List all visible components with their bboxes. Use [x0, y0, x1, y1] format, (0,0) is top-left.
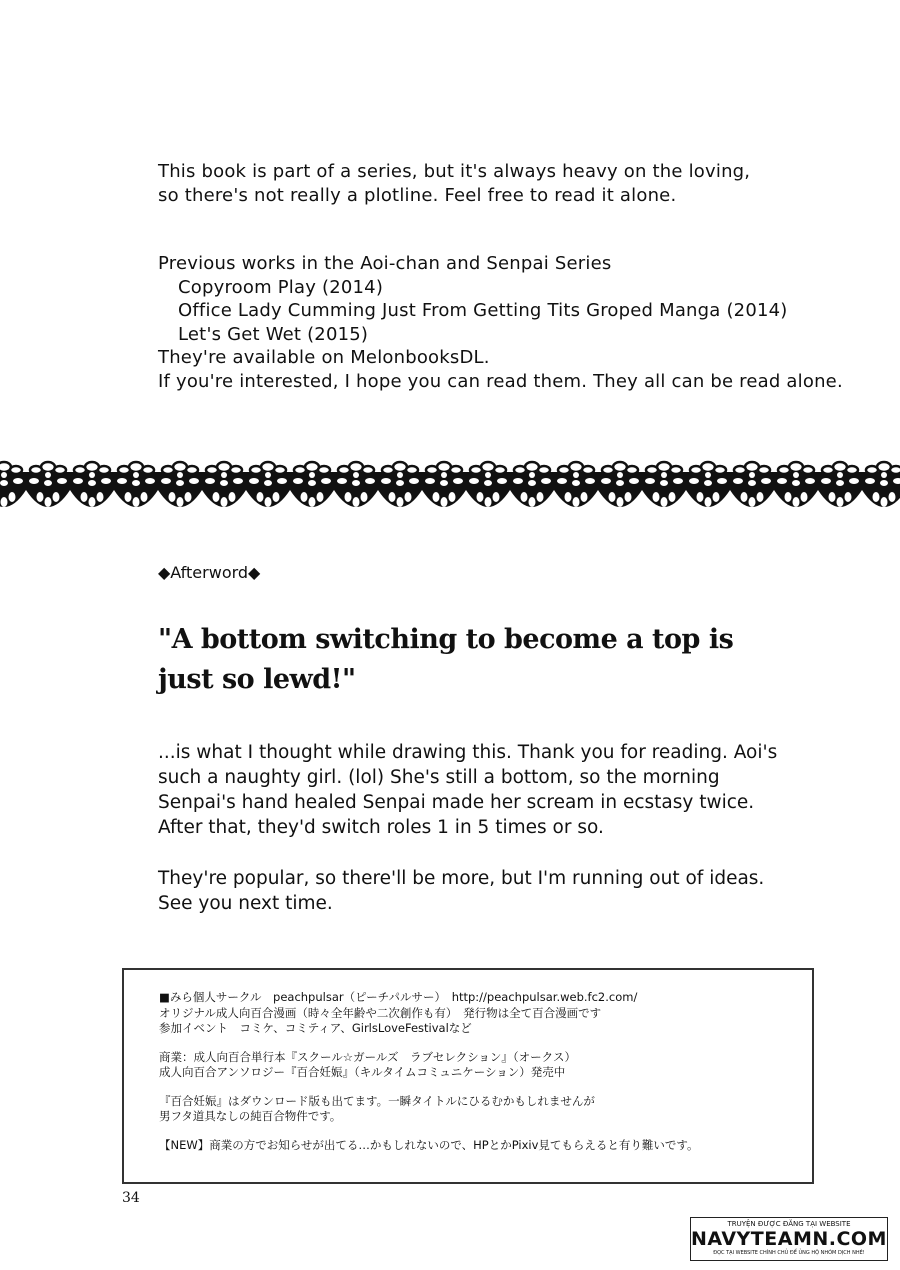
- info-line: 参加イベント コミケ、コミティア、GirlsLoveFestivalなど: [159, 1021, 472, 1035]
- closing-line: See you next time.: [158, 893, 333, 914]
- work-item: Let's Get Wet (2015): [178, 323, 369, 345]
- body-line: After that, they'd switch roles 1 in 5 times or so.: [158, 817, 604, 838]
- watermark-stamp: [690, 1217, 888, 1261]
- download-details: [159, 1094, 812, 1125]
- previous-works: [158, 252, 843, 393]
- lace-divider: [0, 458, 900, 526]
- afterword-body: [158, 740, 777, 840]
- intro-line: This book is part of a series, but it's always heavy on the loving,: [158, 161, 751, 182]
- headline-line: "A bottom switching to become a top is: [158, 624, 734, 655]
- work-item: Copyroom Play (2014): [178, 276, 384, 298]
- info-line: 成人向百合アンソロジー『百合妊娠』（キルタイムコミュニケーション）発売中: [159, 1065, 566, 1079]
- info-line: 【NEW】商業の方でお知らせが出てる…かもしれないので、HPとかPixiv見てもらえると有り難いです。: [159, 1137, 699, 1152]
- interest-note: If you're interested, I hope you can read them. They all can be read alone.: [158, 370, 843, 392]
- afterword-closing: [158, 866, 764, 916]
- work-item: Office Lady Cumming Just From Getting Tits Groped Manga (2014): [178, 300, 788, 321]
- intro-text: [158, 160, 750, 207]
- headline-line: just so lewd!": [158, 664, 356, 695]
- body-line: Senpai's hand healed Senpai made her scream in ecstasy twice.: [158, 792, 755, 813]
- info-line: 男フタ道具なしの純百合物件です。: [159, 1109, 342, 1123]
- stamp-main-text: NAVYTEAMN.COM: [691, 1228, 887, 1250]
- body-line: ...is what I thought while drawing this. Thank you for reading. Aoi's: [158, 742, 778, 763]
- page-number: 34: [122, 1190, 140, 1206]
- info-line: 商業：成人向百合単行本『スクール☆ガールズ ラブセレクション』（オークス）: [159, 1049, 577, 1064]
- afterword-label: ◆Afterword◆: [158, 563, 261, 582]
- info-line: 『百合妊娠』はダウンロード版も出てます。一瞬タイトルにひるむかもしれませんが: [159, 1093, 595, 1108]
- available-note: They're available on MelonbooksDL.: [158, 347, 490, 368]
- stamp-bottom-text: ĐỌC TẠI WEBSITE CHÍNH CHỦ ĐỂ ỦNG HỘ NHÓM DỊCH NHÉ!: [713, 1250, 865, 1256]
- intro-line: so there's not really a plotline. Feel free to read it alone.: [158, 184, 677, 206]
- commercial-details: [159, 1050, 812, 1081]
- body-line: such a naughty girl. (lol) She's still a bottom, so the morning: [158, 767, 720, 788]
- info-line: オリジナル成人向百合漫画（時々全年齢や二次創作も有） 発行物は全て百合漫画です: [159, 1005, 602, 1020]
- circle-details: [159, 990, 812, 1037]
- afterword-headline: [158, 620, 733, 700]
- stamp-top-text: TRUYỆN ĐƯỢC ĐĂNG TẠI WEBSITE: [727, 1220, 851, 1228]
- news-details: [159, 1138, 812, 1154]
- info-line: ■みら個人サークル peachpulsar（ピーチパルサー） http://peachpulsar.web.fc2.com/: [159, 990, 638, 1004]
- circle-info-box: [122, 968, 814, 1184]
- closing-line: They're popular, so there'll be more, but I'm running out of ideas.: [158, 868, 765, 889]
- previous-heading: Previous works in the Aoi-chan and Senpai Series: [158, 253, 612, 274]
